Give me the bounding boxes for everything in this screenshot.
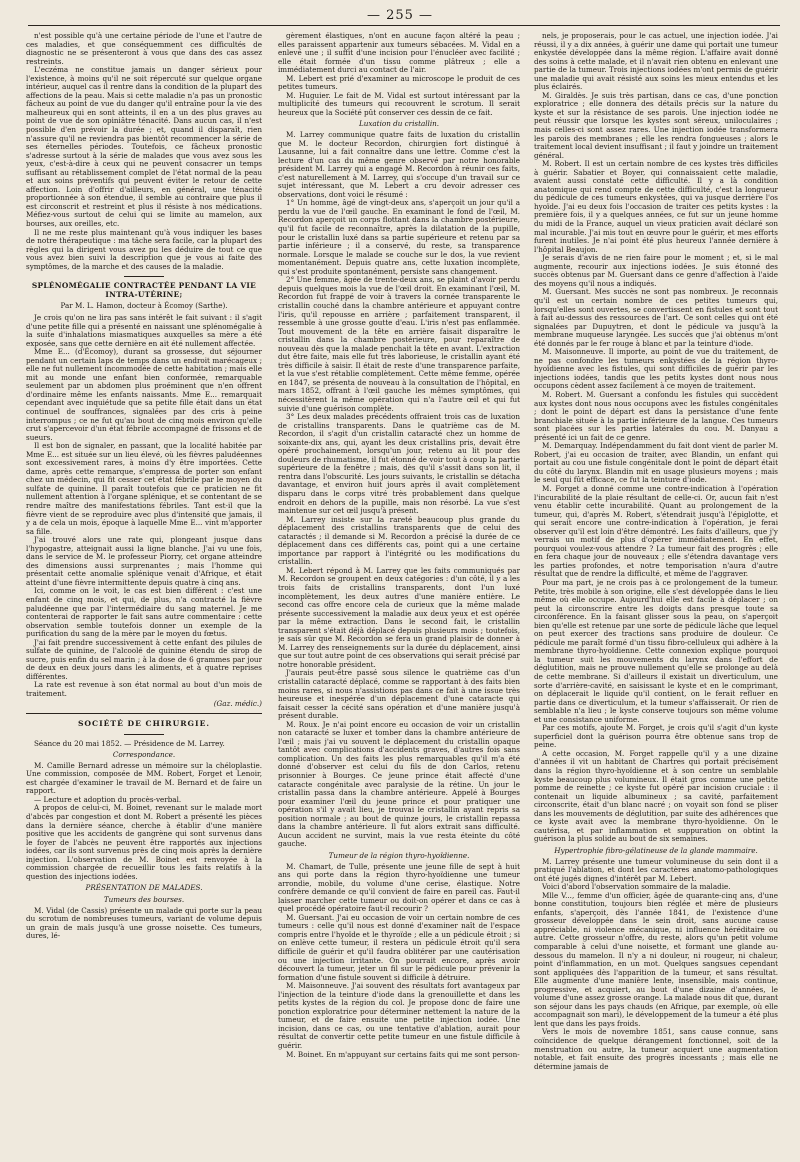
paragraph: nels, je proposerais, pour le cas actuel, une injection iodée. J'ai réussi, il y a dix années, à guérir une dame qui portait une tumeur enkystée développée dans la même région. L'affaire avait donné des soins à cette malade, et il n'avait rien obtenu en enlevant une partie de la tumeur. Trois injections iodées m'ont permis de guérir une maladie qui avait résisté aux soins les mieux entendus et les plus éclairés.	[534, 32, 778, 92]
article-heading: SPLÉNOMÉGALIE CONTRACTÉE PENDANT LA VIE INTRA-UTÉRINE;	[31, 281, 257, 299]
paragraph: J'ai trouvé alors une rate qui, plongeant jusque dans l'hypogastre, atteignait aussi la ligne blanche. J'ai vu une fois, dans le service de M. le professeur Piorry, cet organe atteindre des dimensions aussi surprenantes ; mais l'homme qui présentait cette anomalie splénique venait d'Afrique, et était atteint d'une fièvre intermittente depuis quatre à cinq ans.	[26, 535, 262, 587]
paragraph: Il est bon de signaler, en passant, que la localité habitée par Mme E... est située sur un lieu élevé, où les fièvres paludéennes sont excessivement rares, à moins d'y être importées. Cette dame, après cette remarque, s'empressa de porter son enfant chez un médecin, qui fit cesser cet état fébrile par le moyen du sulfate de quinine. Il paraît toutefois que ce praticien ne fit nullement attention à l'organe splénique, et se contentant de se rendre maître des manifestations fébriles. Tant est-il que la fièvre vient de se reproduire avec plus d'intensité que jamais, il y a de cela un mois, époque à laquelle Mme E... vint m'apporter sa fille.	[26, 441, 262, 536]
paragraph: A propos de celui-ci, M. Boinet, revenant sur le malade mort d'abcès par congestion et dont M. Robert a présenté les pièces dans la dernière séance, cherche à établir d'une manière positive que les accidents de gangrène qui sont survenus dans le foyer de l'abcès ne peuvent être rapportés aux injections iodées, car ils sont survenus près de cinq mois après la dernière injection. L'observation de M. Boinet est renvoyée à la commission chargée de recueillir tous les faits relatifs à la question des injections iodées.	[26, 803, 262, 881]
paragraph: M. Maisonneuve. Il importe, au point de vue du traitement, de ne pas confondre les tumeurs enkystées de la région thyro-hyoïdienne avec les fistules, qui sont difficiles de guérir par les injections iodées, tandis que les petits kystes dont nous nous occupons cèdent assez facilement à ce moyen de traitement.	[534, 347, 778, 391]
paragraph: Il ne me reste plus maintenant qu'à vous indiquer les bases de notre thérapeutique : ma tâche sera facile, car la plupart des règles qui la dirigent vous avez pu les déduire de tout ce que vous avez bien suivi la description que je vous ai faite des symptômes, de la marche et des causes de la maladie.	[26, 227, 262, 271]
paragraph: A cette occasion, M. Forget rappelle qu'il y a une dizaine d'années il vit un habitant de Chartres qui portait précisément dans la région thyro-hyoïdienne et à son centre un semblable kyste beaucoup plus volumineux. Il était gros comme une petite pomme de reinette ; ce kyste fut opéré par incision cruciale : il contenait un liquide albumineux ; sa cavité, parfaitement circonscrite, était d'un blanc nacré ; on voyait son fond se pliser dans les mouvements de déglutition, par suite des adhérences que ce kyste avait avec la membrane thyro-hyoïdienne. On le cautérisa, et par inflammation et suppuration on obtint la guérison la plus solide au bout de six semaines.	[534, 748, 778, 844]
session-line: Séance du 20 mai 1852. — Présidence de M. Larrey.	[34, 738, 225, 748]
paragraph: 1° Un homme, âgé de vingt-deux ans, s'aperçoit un jour qu'il a perdu la vue de l'œil gauche. En examinant le fond de l'œil, M. Recordon aperçoit un corps flottant dans la chambre postérieure, qu'il fut facile de reconnaître, après la dilatation de la pupille, pour le cristallin luxé dans sa partie supérieure et retenu par sa partie inférieure ; il a conservé, du reste, sa transparence normale. Lorsque le malade se couche sur le dos, la vue revient momentanément. Depuis quatre ans, cette luxation incomplète, qui s'est produite spontanément, persiste sans changement.	[278, 198, 520, 276]
paragraph: gèrement élastiques, n'ont en aucune façon altéré la peau ; elles paraissent appartenir aux tumeurs sébacées. M. Vidal en a enlevé une ; il suffit d'une incision pour l'énucléer avec facilité ; elle était formée d'un tissu comme plâtreux ; elle a immédiatement durci au contact de l'air.	[278, 32, 520, 75]
article-byline: Par M. L. Hamon, docteur à Écomoy (Sarthe).	[60, 301, 228, 311]
section-title: SOCIÉTÉ DE CHIRURGIE.	[77, 719, 211, 729]
paragraph: M. Larrey insiste sur la rareté beaucoup plus grande du déplacement des cristallins transparents que de celui des cataractés ; il demande si M. Recordon a précisé la durée de ce déplacement dans ces différents cas, point qui a une certaine importance par rapport à l'intégrité ou les modifications du cristallin.	[278, 514, 520, 567]
subsection-title: Tumeurs des bourses.	[103, 894, 185, 904]
separator	[124, 734, 164, 735]
paragraph: M. Boinet. En m'appuyant sur certains faits qui me sont person-	[286, 1049, 520, 1059]
paragraph: M. Lebert répond à M. Larrey que les faits communiqués par M. Recordon se groupent en deux catégories : d'un côté, il y a les trois faits de cristallins transparents, dont l'un luxé incomplètement, les deux autres d'une manière entière. Le second cas offre encore cela de curieux que la même malade présente successivement la maladie aux deux yeux et est opérée par la même extraction. Dans le second fait, le cristallin transparent s'était déjà déplacé depuis plusieurs mois ; toutefois, je sais sûr que M. Recordon se fera un grand plaisir de donner à M. Larrey des renseignements sur la durée du déplacement, ainsi que sur tout autre point de ces observations qui serait précisé par notre honorable président.	[278, 565, 520, 669]
column-3	[534, 32, 778, 1150]
column-2	[278, 32, 520, 1150]
source-citation: (Gaz. médic.)	[213, 698, 262, 708]
paragraph: Je serais d'avis de ne rien faire pour le moment ; et, si le mal augmente, recourir aux injections iodées. Je suis étonné des succès obtenus par M. Guersant dans ce genre d'affection à l'aide des moyens qu'il nous a indiqués.	[534, 253, 778, 288]
paragraph: Mlle V..., femme d'un officier, âgée de quarante-cinq ans, d'une bonne constitution, toujours bien réglée et mère de plusieurs enfants, s'aperçoit, dès l'année 1841, de l'existence d'une grosseur développée dans le sein droit, sans aucune cause appréciable, ni violence mécanique, ni influence héréditaire ou autre. Cette grosseur n'offre, du reste, alors qu'un petit volume comparable à celui d'une noisette, et formant une glande au-dessous du mamelon. Il n'y a ni douleur, ni rougeur, ni chaleur, point d'inflammation, en un mot. Quelques sangsues cependant sont appliquées dès l'apparition de la tumeur, et sans résultat. Elle augmente d'une manière lente, insensible, mais continue, progressive, et acquiert, au bout d'une dizaine d'années, le volume d'une assez grosse orange. La malade nous dit que, durant son séjour dans les pays chauds (en Afrique, par exemple, où elle accompagnait son mari), le développement de la tumeur a été plus lent que dans les pays froids.	[534, 890, 778, 1028]
subsection-title: Correspondance.	[112, 750, 176, 760]
paragraph: M. Robert. Il est un certain nombre de ces kystes très difficiles à guérir. Sabatier et Boyer, qui connaissaient cette maladie, avaient aussi constaté cette difficulté. Il y a là condition anatomique qui rend compte de cette difficulté, c'est la longueur du pédicule de ces tumeurs enkystées, qui va jusque derrière l'os hyoïde. J'ai eu deux fois l'occasion de traiter ces petits kystes : la première fois, il y a quelques années, ce fut sur un jeune homme du midi de la France, auquel un vieux praticien avait déclaré son mal incurable. J'ai mis tout en œuvre pour le guérir, et mes efforts furent inutiles. Je n'ai point été plus heureux l'année dernière à l'hôpital Beaujon.	[534, 159, 778, 254]
column-1	[26, 32, 262, 1150]
paragraph: M. Camille Bernard adresse un mémoire sur la chéloplastie. Une commission, composée de MM. Robert, Forget et Lenoir, est chargée d'examiner le travail de M. Bernard et de faire un rapport.	[26, 760, 262, 796]
subsection-title: Tumeur de la région thyro-hyoïdienne.	[328, 850, 470, 860]
paragraph: M. Guersant. J'ai eu occasion de voir un certain nombre de ces tumeurs : celle qu'il nous est donné d'examiner naît de l'espace compris entre l'hyoïde et le thyroïde ; elle a un pédicule étroit ; si on enlève cette tumeur, il restera un pédicule étroit qu'il sera difficile de guérir et qu'il faudra oblitérer par une cautérisation ou une injection irritante. On pourrait encore, après avoir découvert la tumeur, jeter un fil sur le pédicule pour prévenir la formation d'une fistule souvent si difficile à détruire.	[278, 912, 520, 982]
paragraph: M. Forget a donné comme une contre-indication à l'opération l'incurabilité de la plaie résultant de celle-ci. Or, aucun fait n'est venu établir cette incurabilité. Quant au prolongement de la tumeur, qui, d'après M. Robert, s'étendrait jusqu'à l'épiglotte, et qui serait encore une contre-indication à l'opération, je ferai observer qu'il est loin d'être démontré. Les faits d'ailleurs, que j'y verrais un motif de plus d'opérer immédiatement. En effet, pourquoi voulez-vous attendre ? La tumeur fait des progrès ; elle en fera chaque jour de nouveaux ; elle s'étendra davantage vers les parties profondes, et notre temporisation n'aura d'autre résultat que de rendre la difficulté, et même de l'aggraver.	[534, 483, 778, 579]
paragraph: M. Larrey présente une tumeur volumineuse du sein dont il a pratiqué l'ablation, et dont les caractères anatomo-pathologiques ont été jugés dignes d'intérêt par M. Lebert.	[534, 856, 778, 883]
paragraph: n'est possible qu'à une certaine période de l'une et l'autre de ces maladies, et que conséquemment ces difficultés de diagnostic ne se présenteront à vous que dans des cas assez restreints.	[26, 32, 262, 66]
paragraph: M. Guersant. Mes succès ne sont pas nombreux. Je reconnais qu'il est un certain nombre de ces petites tumeurs qui, lorsqu'elles sont ouvertes, se convertissent en fistules et sont tout à fait au-dessus des ressources de l'art. Ce sont celles qui ont été signalées par Dupuytren, et dont le pédicule va jusqu'à la membrane muqueuse laryngée. Les succès que j'ai obtenus m'ont été donnés par le fer rouge à blanc et par la teinture d'iode.	[534, 287, 778, 348]
paragraph: M. Robert. M. Guersant a confondu les fistules qui succèdent aux kystes dont nous nous occupons avec les fistules congénitales ; dont le point de départ est dans la persistance d'une fente branchiale située à la partie inférieure de la langue. Ces tumeurs sont placées sur les parties latérales du cou. M. Danyau a présenté ici un fait de ce genre.	[534, 389, 778, 442]
header-rule	[28, 25, 780, 26]
paragraph: Ici, comme on le voit, le cas est bien différent : c'est une enfant de cinq mois, et qui, de plus, n'a contracté la fièvre paludéenne que par l'intermédiaire du sang maternel. Je me contenterai de rapporter le fait sans autre commentaire : cette observation semble toutefois donner un exemple de la purification du sang de la mère par le moyen du fœtus.	[26, 586, 262, 639]
paragraph: — Lecture et adoption du procès-verbal.	[34, 794, 182, 804]
paragraph: M. Larrey communique quatre faits de luxation du cristallin que M. le docteur Recordon, chirurgien fort distingué à Lausanne, lui a fait connaître dans une lettre. Comme c'est la lecture d'un cas du même genre observé par notre honorable président M. Larrey qui a engagé M. Recordon à réunir ces faits, c'est naturellement à M. Larrey, qui s'occupe d'un travail sur ce sujet intéressant, que M. Lebert a cru devoir adresser ces observations, dont voici le résumé :	[278, 130, 520, 199]
paragraph: M. Lebert est prié d'examiner au microscope le produit de ces petites tumeurs.	[278, 73, 520, 92]
paragraph: J'aurais peut-être passé sous silence le quatrième cas d'un cristallin cataracté déplacé, comme se rapportant à des faits bien moins rares, si nous n'assistions pas dans ce fait à une issue très heureuse et inespérée d'un déplacement d'une cataracte qui faisait cesser la cécité sans opération et d'une manière jusqu'à présent durable.	[278, 668, 520, 721]
paragraph: Pour ma part, je ne crois pas à ce prolongement de la tumeur. Petite, très mobile à son origine, elle s'est développée dans le lieu même où elle occupe. Aujourd'hui elle est facile à déplacer ; on peut la circonscrire entre les doigts dans presque toute sa circonférence. En la faisant glisser sous la peau, on s'aperçoit bien qu'elle est retenue par une sorte de pédicule lâche que lequel on peut exercer des tractions sans produire de douleur. Ce pédicule me paraît formé d'un tissu fibro-celluleux qui adhère à la membrane thyro-hyoïdienne. Cette connexion explique pourquoi la tumeur suit les mouvements du larynx dans l'effort de déglutition, mais ne prouve nullement qu'elle se prolonge au delà de cette membrane. Si d'ailleurs il existait un diverticulum, une sorte d'arrière-cavité, en saisissant le kyste et en le comprimant, on déplacerait le liquide qu'il contient, on le ferait refluer en partie dans ce diverticulum, et la tumeur s'affaisserait. Or rien de semblable n'a lieu ; le kyste conserve toujours son même volume et une consistance uniforme.	[534, 578, 778, 724]
paragraph: Je crois qu'on ne lira pas sans intérêt le fait suivant : il s'agit d'une petite fille qui a présenté en naissant une splénomégalie à la suite d'inhalations miasmatiques auxquelles sa mère a été exposée, sans que cette dernière en ait été nullement affectée.	[26, 312, 262, 348]
separator	[26, 713, 262, 714]
paragraph: M. Maisonneuve. J'ai souvent des résultats fort avantageux par l'injection de la teinture d'iode dans la grenouillette et dans les petits kystes de la région du col. Je propose donc de faire une ponction exploratrice pour déterminer nettement la nature de la tumeur, et de faire ensuite une petite injection iodée. Une incision, dans ce cas, ou une tentative d'ablation, aurait pour résultat de convertir cette petite tumeur en une fistule difficile à guérir.	[278, 981, 520, 1050]
paragraph: Voici d'abord l'observation sommaire de la maladie.	[542, 882, 731, 892]
paragraph: M. Demarquay. Indépendamment du fait dont vient de parler M. Robert, j'ai eu occasion de traiter, avec Blandin, un enfant qui portait au cou une fistule congénitale dont le point de départ était du côté du larynx. Blandin mit en usage plusieurs moyens ; mais le seul qui fût efficace, ce fut la teinture d'iode.	[534, 441, 778, 485]
paragraph: L'eczéma ne constitue jamais un danger sérieux pour l'existence, à moins qu'il ne soit répercuté sur quelque organe intérieur, auquel cas il rentre dans la condition de la plupart des affections de la peau. Mais si cette maladie n'a pas un pronostic fâcheux au point de vue du danger qu'il entraîne pour la vie des malheureux qui en sont atteints, il en a un des plus graves au point de vue de son opiniâtre ténacité. Dans aucun cas, il n'est possible d'en prévoir la durée ; et, quand il disparaît, rien n'assure qu'il ne reviendra pas bientôt recommencer la série de ses éternelles périodes. Toutefois, ce fâcheux pronostic s'adresse surtout à la série de malades que vous avez sous les yeux, c'est-à-dire à ceux qui ne peuvent consacrer un temps suffisant au rétablissement complet de l'état normal de la peau et aux soins préventifs qui peuvent éviter le retour de cette affection. Loin d'offrir d'ailleurs, en général, une ténacité proportionnée à son étendue, il semble au contraire que plus il est circonscrit et restreint et plus il résiste à nos médications. Méfiez-vous surtout de celui qui se limite au mamelon, aux bourses, aux oreilles, etc.	[26, 65, 262, 229]
paragraph: 3° Les deux malades précédents offraient trois cas de luxation de cristallins transparents. Dans le quatrième cas de M. Recordon, il s'agit d'un cristallin cataracté chez un homme de soixante-dix ans, qui, ayant les deux cristallins pris, devait être opéré prochainement, lorsqu'un jour, retenu au lit pour des douleurs de rhumatisme, il fut étonné de voir tout à coup la partie supérieure de la fenêtre ; mais, dès qu'il s'assit dans son lit, il rentra dans l'obscurité. Les jours suivants, le cristallin se détacha davantage, et environ huit jours après il avait complètement disparu dans le corps vitré très probablement dans quelque endroit en dehors de la pupille, mais non résorbé. La vue s'est maintenue sur cet œil jusqu'à présent.	[278, 412, 520, 516]
paragraph: M. Roux. Je n'ai point encore eu occasion de voir un cristallin non cataracté se luxer et tomber dans la chambre antérieure de l'œil ; mais j'ai vu souvent le déplacement du cristallin opaque tantôt avec complications d'accidents graves, d'autres fois sans complication. Un des faits les plus remarquables qu'il m'a été donné d'observer est celui du fils de don Carlos, retenu prisonnier à Bourges. Ce jeune prince était affecté d'une cataracte congénitale avec paralysie de la rétine. Un jour le cristallin passa dans la chambre antérieure. Appelé à Bourges pour examiner l'œil du jeune prince et pour pratiquer une opération s'il y avait lieu, je trouvai le cristallin ayant repris sa position normale ; au bout de quinze jours, le cristallin repassa dans la chambre antérieure. Il fut alors extrait sans difficulté. Aucun accident ne survint, mais la vue resta éteinte du côté gauche.	[278, 719, 520, 849]
paragraph: Par ces motifs, ajoute M. Forget, je crois qu'il s'agit d'un kyste superficiel dont la guérison pourra être obtenue sans trop de peine.	[534, 723, 778, 750]
page-number: — 255 —	[366, 8, 434, 23]
paragraph: M. Chamart, de Tulle, présente une jeune fille de sept à huit ans qui porte dans la région thyro-hyoïdienne une tumeur arrondie, mobile, du volume d'une cerise, élastique. Notre confrère demande ce qu'il convient de faire en pareil cas. Faut-il laisser marcher cette tumeur ou doit-on opérer et dans ce cas à quel procédé opératoire faut-il recourir ?	[278, 861, 520, 914]
subsection-title: Hypertrophie fibro-gélatineuse de la glande mammaire.	[554, 845, 758, 855]
paragraph: M. Vidal (de Cassis) présente un malade qui porte sur la peau du scrotum de nombreuses tumeurs, variant de volume depuis un grain de maïs jusqu'à une grosse noisette. Ces tumeurs, dures, lé-	[26, 905, 262, 941]
paragraph: J'ai fait prendre successivement à cette enfant des pilules de sulfate de quinine, de l'alcoolé de quinine étendu de sirop de sucre, puis enfin du sel marin ; à la dose de 6 grammes par jour de deux en deux jours dans les aliments, et à quatre reprises différentes.	[26, 637, 262, 681]
paragraph: M. Giraldès. Je suis très partisan, dans ce cas, d'une ponction exploratrice ; elle donnera des détails précis sur la nature du kyste et sur la résistance de ses parois. Une injection iodée ne peut réussir que lorsque les kystes sont séreux, uniloculaires ; mais celles-ci sont assez rares. Une injection iodée transformera les parois des membranes ; elle les rendra fongueuses ; alors le traitement local devient insuffisant ; il faut y joindre un traitement général.	[534, 90, 778, 160]
separator	[124, 276, 164, 277]
subsection-title: PRÉSENTATION DE MALADES.	[85, 883, 203, 893]
paragraph: 2° Une femme, âgée de trente-deux ans, se plaint d'avoir perdu depuis quelques mois la vue de l'œil droit. En examinant l'œil, M. Recordon fut frappé de voir à travers la cornée transparente le cristallin couché dans la chambre antérieure et appuyant contre l'iris, qu'il repousse en arrière ; parfaitement transparent, il ressemble à une grosse goutte d'eau. L'iris n'est pas enflammée. Tout mouvement de la tête en arrière faisait disparaître le cristallin dans la chambre postérieure, pour reparaître de nouveau dès que la malade penchait la tête en avant. L'extraction dut être faite, mais elle fut très laborieuse, le cristallin ayant été très difficile à saisir. Il était de reste d'une transparence parfaite, et la vue s'est rétablie complètement. Cette même femme, opérée en 1847, se présenta de nouveau à la consultation de l'hôpital, en mars 1852, offrant à l'œil gauche les mêmes symptômes, qui nécessitèrent la même opération qui n'a l'autre œil et qui fut suivie d'une guérison complète.	[278, 275, 520, 413]
paragraph: Mme E... (d'Écomoy), durant sa grossesse, dut séjourner pendant un certain laps de temps dans un endroit marécageux ; elle ne fut nullement incommodée de cette habitation ; mais elle mit au monde une enfant bien conformée, remarquable seulement par un abdomen plus proéminent que n'en offrent d'ordinaire même les enfants naissants. Mme E... remarquait cependant avec inquiétude que sa petite fille était dans un état continuel de souffrances, signalées par des cris à peine interrompus ; ce ne fut qu'au bout de cinq mois environ qu'elle crut s'apercevoir d'un état fébrile accompagné de frissons et de sueurs.	[26, 347, 262, 442]
paragraph: M. Huguier. Le fait de M. Vidal est surtout intéressant par la multiplicité des tumeurs qui recouvrent le scrotum. Il serait heureux que la Société pût conserver ces dessin de ce fait.	[278, 90, 520, 117]
subsection-title: Luxation du cristallin.	[358, 119, 440, 129]
paragraph: Vers le mois de novembre 1851, sans cause connue, sans coïncidence de quelque dérangement fonctionnel, soit de la menstruation ou autre, la tumeur acquiert une augmentation notable, et fait ensuite des progrès incessants ; mais elle ne détermine jamais de	[534, 1027, 778, 1071]
paragraph: La rate est revenue à son état normal au bout d'un mois de traitement.	[26, 680, 262, 699]
